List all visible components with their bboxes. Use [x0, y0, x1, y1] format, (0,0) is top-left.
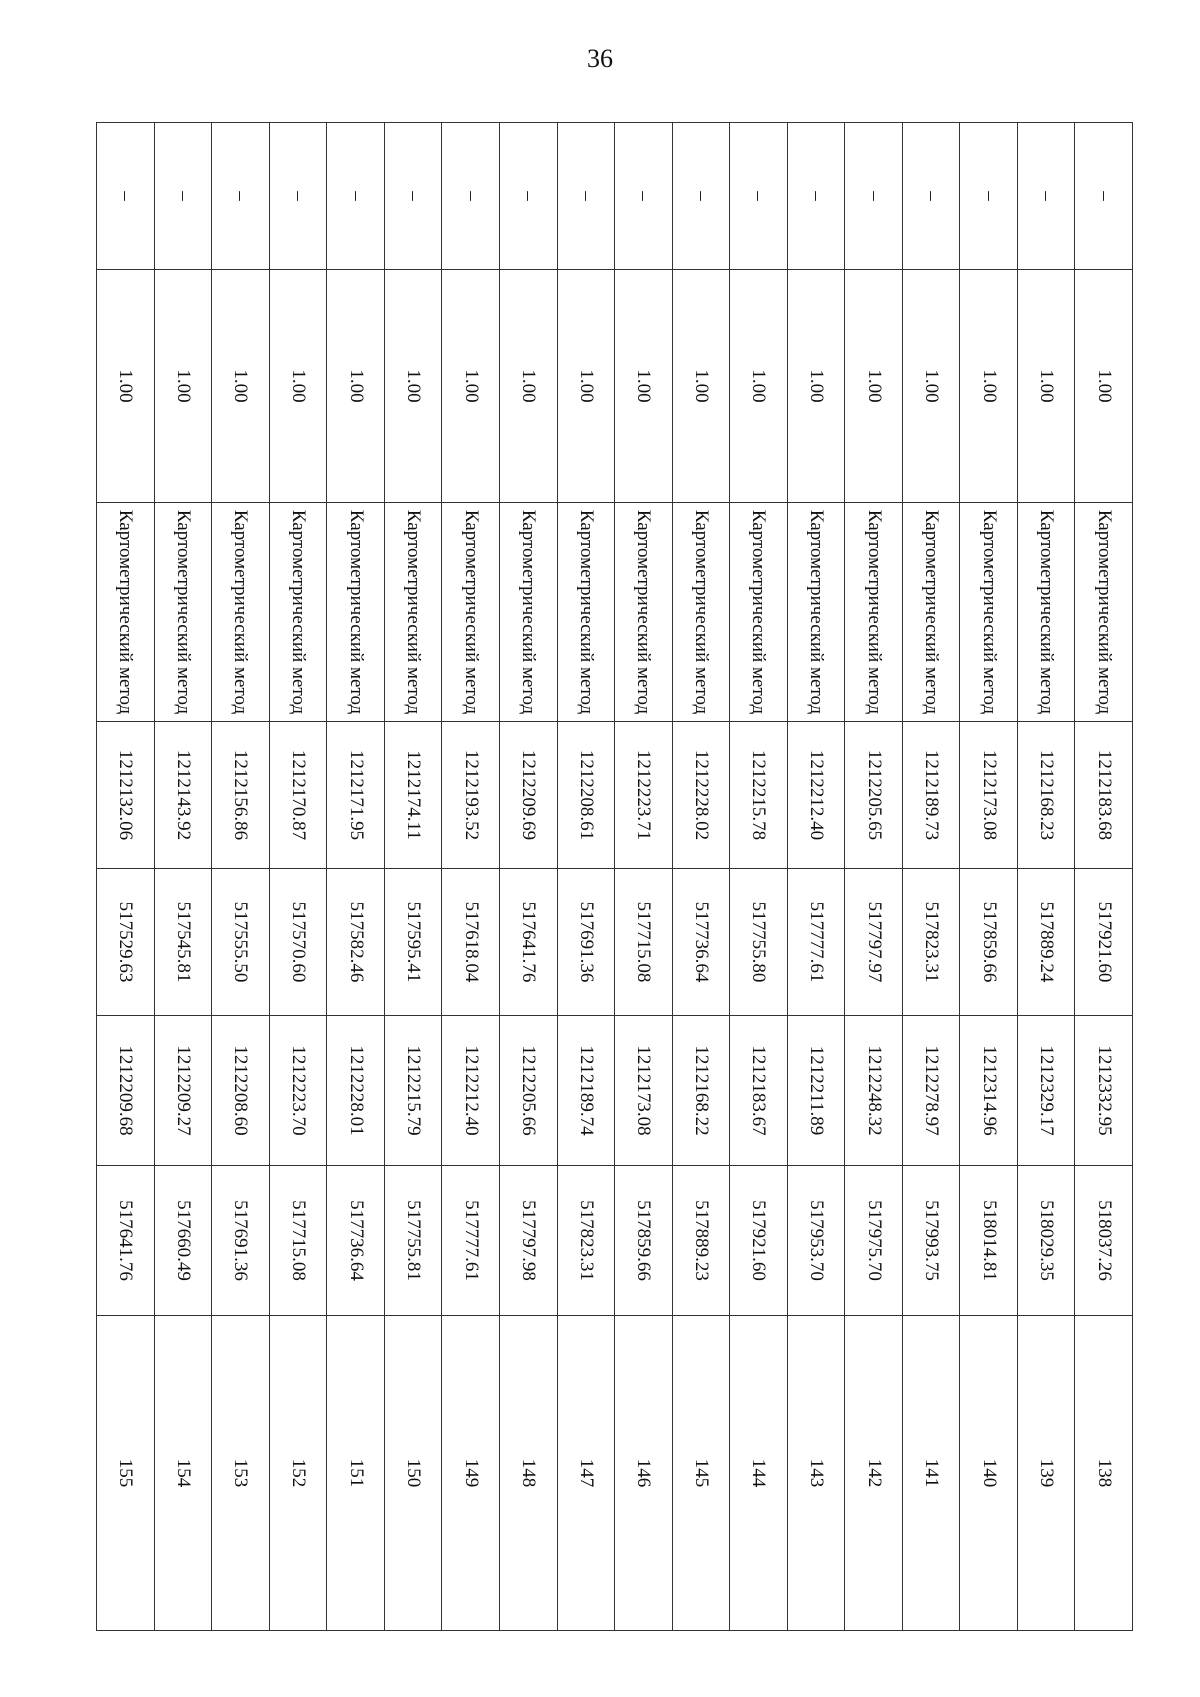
cell-point-number: 143 — [787, 1316, 845, 1631]
cell-y-start: 1212223.70 — [269, 1016, 327, 1166]
cell-point-number: 149 — [442, 1316, 500, 1631]
cell-point-number: 140 — [960, 1316, 1018, 1631]
cell-accuracy: 1.00 — [499, 270, 557, 503]
cell-note: – — [902, 123, 960, 270]
cell-point-number: 148 — [499, 1316, 557, 1631]
cell-point-number: 153 — [212, 1316, 270, 1631]
cell-method: Картометрический метод — [97, 503, 155, 722]
table-row — [384, 123, 442, 1631]
cell-y-start: 1212209.27 — [154, 1016, 212, 1166]
table-row — [269, 123, 327, 1631]
cell-y-start: 1212332.95 — [1075, 1016, 1133, 1166]
cell-y-end: 1212174.11 — [384, 722, 442, 869]
cell-accuracy: 1.00 — [442, 270, 500, 503]
cell-method: Картометрический метод — [1075, 503, 1133, 722]
cell-x-start: 517641.76 — [97, 1166, 155, 1316]
cell-x-start: 517777.61 — [442, 1166, 500, 1316]
cell-x-end: 517545.81 — [154, 869, 212, 1016]
cell-x-end: 517555.50 — [212, 869, 270, 1016]
cell-method: Картометрический метод — [499, 503, 557, 722]
cell-point-number: 154 — [154, 1316, 212, 1631]
cell-x-end: 517529.63 — [97, 869, 155, 1016]
cell-accuracy: 1.00 — [615, 270, 673, 503]
cell-method: Картометрический метод — [730, 503, 788, 722]
cell-x-end: 517777.61 — [787, 869, 845, 1016]
cell-y-start: 1212228.01 — [327, 1016, 385, 1166]
table-row — [1017, 123, 1075, 1631]
cell-point-number: 152 — [269, 1316, 327, 1631]
cell-method: Картометрический метод — [615, 503, 673, 722]
cell-note: – — [730, 123, 788, 270]
cell-y-end: 1212189.73 — [902, 722, 960, 869]
cell-x-end: 517755.80 — [730, 869, 788, 1016]
cell-accuracy: 1.00 — [154, 270, 212, 503]
coordinates-table-rotated — [96, 122, 1133, 1590]
cell-point-number: 150 — [384, 1316, 442, 1631]
cell-y-end: 1212228.02 — [672, 722, 730, 869]
cell-note: – — [499, 123, 557, 270]
cell-y-start: 1212248.32 — [845, 1016, 903, 1166]
cell-x-end: 517691.36 — [557, 869, 615, 1016]
cell-accuracy: 1.00 — [902, 270, 960, 503]
cell-accuracy: 1.00 — [730, 270, 788, 503]
table-row — [442, 123, 500, 1631]
cell-method: Картометрический метод — [1017, 503, 1075, 722]
cell-x-start: 517755.81 — [384, 1166, 442, 1316]
cell-method: Картометрический метод — [327, 503, 385, 722]
cell-y-end: 1212212.40 — [787, 722, 845, 869]
cell-method: Картометрический метод — [212, 503, 270, 722]
cell-method: Картометрический метод — [787, 503, 845, 722]
cell-y-end: 1212171.95 — [327, 722, 385, 869]
cell-x-end: 517641.76 — [499, 869, 557, 1016]
cell-x-start: 517691.36 — [212, 1166, 270, 1316]
table-row — [902, 123, 960, 1631]
cell-x-start: 517715.08 — [269, 1166, 327, 1316]
cell-y-end: 1212183.68 — [1075, 722, 1133, 869]
cell-y-end: 1212143.92 — [154, 722, 212, 869]
cell-point-number: 139 — [1017, 1316, 1075, 1631]
cell-y-start: 1212208.60 — [212, 1016, 270, 1166]
cell-y-start: 1212173.08 — [615, 1016, 673, 1166]
cell-point-number: 138 — [1075, 1316, 1133, 1631]
cell-y-start: 1212189.74 — [557, 1016, 615, 1166]
cell-accuracy: 1.00 — [787, 270, 845, 503]
cell-x-end: 517715.08 — [615, 869, 673, 1016]
table-row — [672, 123, 730, 1631]
table-body — [97, 123, 1133, 1631]
cell-note: – — [1075, 123, 1133, 270]
cell-y-end: 1212156.86 — [212, 722, 270, 869]
table-row — [327, 123, 385, 1631]
table-row — [615, 123, 673, 1631]
cell-point-number: 146 — [615, 1316, 673, 1631]
cell-note: – — [384, 123, 442, 270]
cell-accuracy: 1.00 — [97, 270, 155, 503]
cell-y-start: 1212329.17 — [1017, 1016, 1075, 1166]
cell-accuracy: 1.00 — [845, 270, 903, 503]
cell-y-end: 1212132.06 — [97, 722, 155, 869]
cell-accuracy: 1.00 — [1017, 270, 1075, 503]
cell-x-end: 517618.04 — [442, 869, 500, 1016]
cell-method: Картометрический метод — [845, 503, 903, 722]
cell-x-start: 517975.70 — [845, 1166, 903, 1316]
coordinates-table — [96, 122, 1133, 1631]
cell-method: Картометрический метод — [557, 503, 615, 722]
cell-y-start: 1212314.96 — [960, 1016, 1018, 1166]
cell-y-end: 1212193.52 — [442, 722, 500, 869]
cell-point-number: 147 — [557, 1316, 615, 1631]
cell-x-end: 517570.60 — [269, 869, 327, 1016]
cell-y-start: 1212209.68 — [97, 1016, 155, 1166]
cell-note: – — [327, 123, 385, 270]
cell-note: – — [787, 123, 845, 270]
cell-point-number: 144 — [730, 1316, 788, 1631]
cell-y-end: 1212168.23 — [1017, 722, 1075, 869]
cell-note: – — [845, 123, 903, 270]
cell-y-start: 1212215.79 — [384, 1016, 442, 1166]
cell-point-number: 151 — [327, 1316, 385, 1631]
cell-note: – — [442, 123, 500, 270]
cell-x-start: 518029.35 — [1017, 1166, 1075, 1316]
cell-y-end: 1212209.69 — [499, 722, 557, 869]
cell-note: – — [960, 123, 1018, 270]
cell-y-start: 1212278.97 — [902, 1016, 960, 1166]
cell-note: – — [97, 123, 155, 270]
cell-note: – — [212, 123, 270, 270]
cell-note: – — [269, 123, 327, 270]
cell-x-end: 517859.66 — [960, 869, 1018, 1016]
cell-x-start: 518014.81 — [960, 1166, 1018, 1316]
cell-note: – — [1017, 123, 1075, 270]
cell-x-start: 517921.60 — [730, 1166, 788, 1316]
cell-y-start: 1212183.67 — [730, 1016, 788, 1166]
cell-x-end: 517736.64 — [672, 869, 730, 1016]
cell-accuracy: 1.00 — [1075, 270, 1133, 503]
cell-y-end: 1212215.78 — [730, 722, 788, 869]
cell-method: Картометрический метод — [442, 503, 500, 722]
cell-x-start: 517953.70 — [787, 1166, 845, 1316]
cell-y-start: 1212168.22 — [672, 1016, 730, 1166]
cell-y-end: 1212223.71 — [615, 722, 673, 869]
table-row — [960, 123, 1018, 1631]
cell-note: – — [672, 123, 730, 270]
cell-x-start: 517660.49 — [154, 1166, 212, 1316]
cell-point-number: 145 — [672, 1316, 730, 1631]
table-row — [557, 123, 615, 1631]
cell-method: Картометрический метод — [960, 503, 1018, 722]
cell-point-number: 142 — [845, 1316, 903, 1631]
cell-point-number: 141 — [902, 1316, 960, 1631]
cell-note: – — [557, 123, 615, 270]
cell-y-end: 1212205.65 — [845, 722, 903, 869]
cell-accuracy: 1.00 — [327, 270, 385, 503]
cell-x-end: 517582.46 — [327, 869, 385, 1016]
cell-accuracy: 1.00 — [269, 270, 327, 503]
cell-method: Картометрический метод — [154, 503, 212, 722]
cell-x-start: 517736.64 — [327, 1166, 385, 1316]
cell-x-start: 517797.98 — [499, 1166, 557, 1316]
table-row — [97, 123, 155, 1631]
cell-x-end: 517921.60 — [1075, 869, 1133, 1016]
cell-accuracy: 1.00 — [672, 270, 730, 503]
cell-y-end: 1212173.08 — [960, 722, 1018, 869]
cell-accuracy: 1.00 — [557, 270, 615, 503]
cell-accuracy: 1.00 — [212, 270, 270, 503]
table-row — [212, 123, 270, 1631]
cell-method: Картометрический метод — [269, 503, 327, 722]
cell-x-start: 517859.66 — [615, 1166, 673, 1316]
cell-accuracy: 1.00 — [960, 270, 1018, 503]
cell-y-end: 1212170.87 — [269, 722, 327, 869]
cell-method: Картометрический метод — [902, 503, 960, 722]
cell-y-start: 1212212.40 — [442, 1016, 500, 1166]
cell-x-end: 517889.24 — [1017, 869, 1075, 1016]
table-row — [730, 123, 788, 1631]
cell-x-start: 517889.23 — [672, 1166, 730, 1316]
cell-x-end: 517797.97 — [845, 869, 903, 1016]
cell-y-start: 1212211.89 — [787, 1016, 845, 1166]
table-row — [845, 123, 903, 1631]
cell-x-start: 517823.31 — [557, 1166, 615, 1316]
cell-note: – — [154, 123, 212, 270]
cell-method: Картометрический метод — [384, 503, 442, 722]
cell-x-end: 517595.41 — [384, 869, 442, 1016]
cell-x-start: 517993.75 — [902, 1166, 960, 1316]
cell-x-end: 517823.31 — [902, 869, 960, 1016]
table-row — [154, 123, 212, 1631]
cell-point-number: 155 — [97, 1316, 155, 1631]
table-row — [787, 123, 845, 1631]
cell-y-start: 1212205.66 — [499, 1016, 557, 1166]
cell-y-end: 1212208.61 — [557, 722, 615, 869]
cell-method: Картометрический метод — [672, 503, 730, 722]
cell-x-start: 518037.26 — [1075, 1166, 1133, 1316]
table-row — [499, 123, 557, 1631]
page-number: 36 — [587, 44, 613, 73]
cell-accuracy: 1.00 — [384, 270, 442, 503]
cell-note: – — [615, 123, 673, 270]
table-row — [1075, 123, 1133, 1631]
